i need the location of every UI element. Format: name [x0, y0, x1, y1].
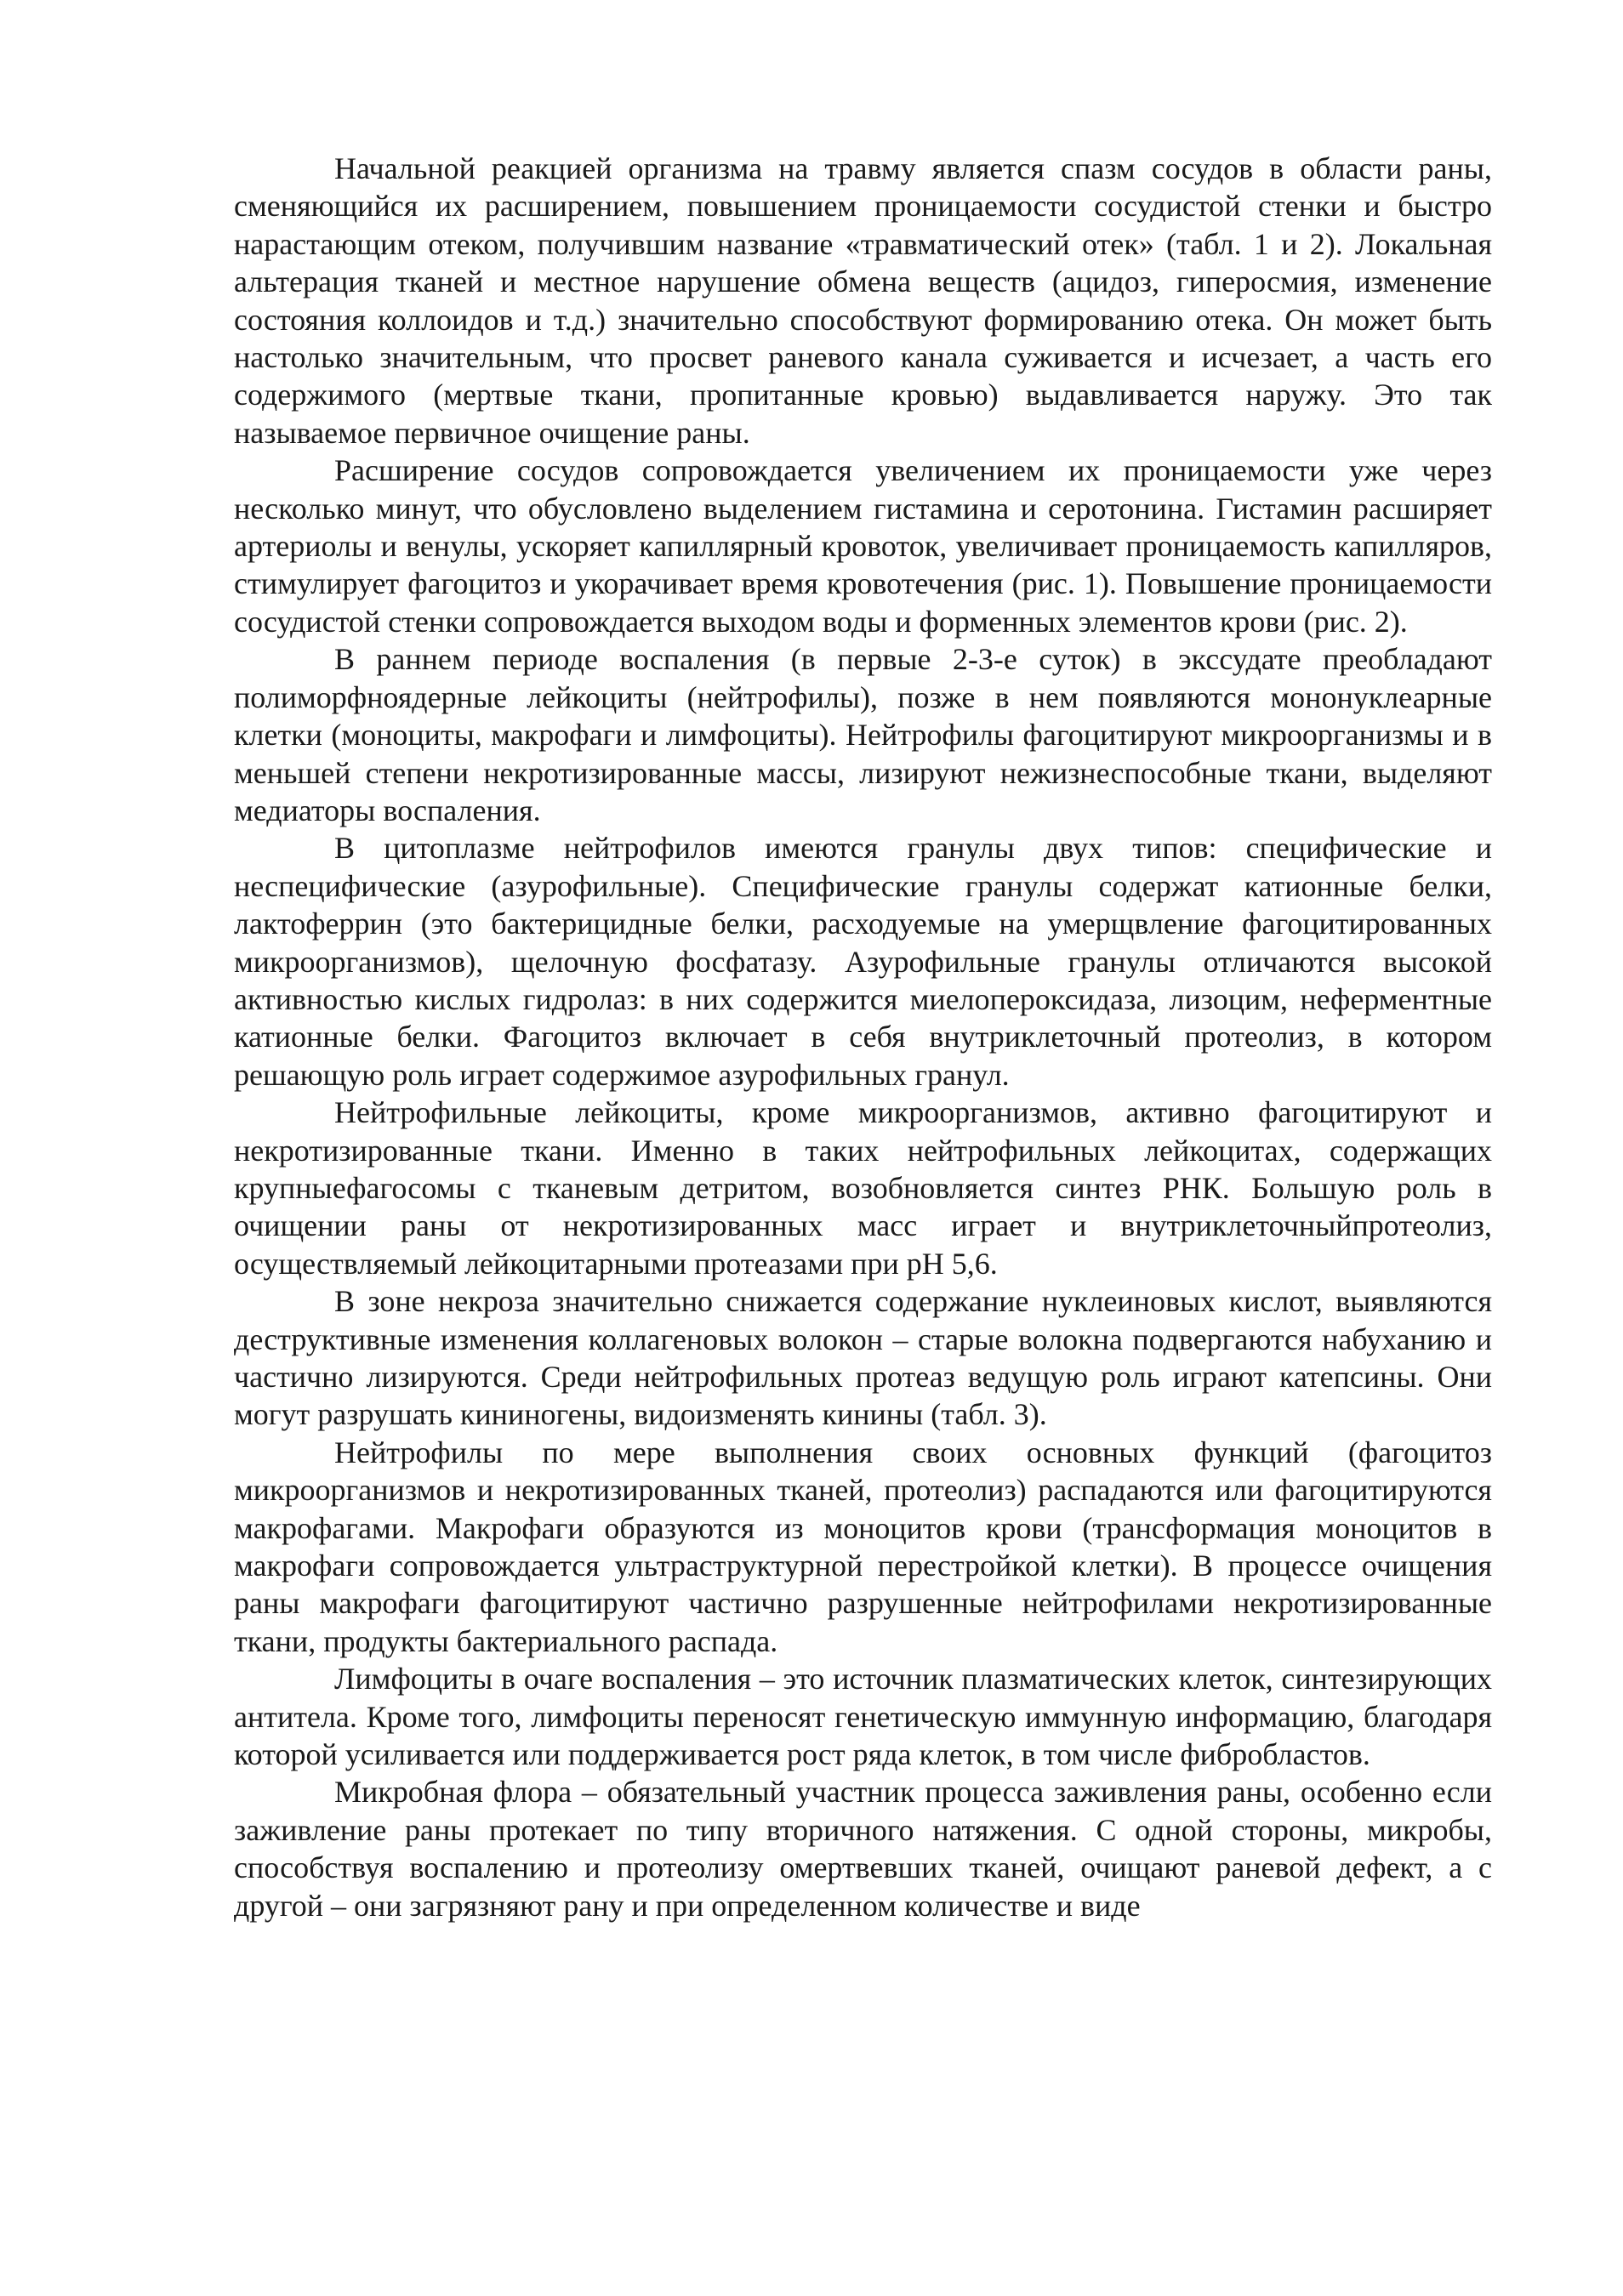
paragraph-5: Нейтрофильные лейкоциты, кроме микроорганизмов, активно фагоцитируют и некротизированные ткани. Именно в таких нейтрофильных лейкоцитах, содержащих крупныефагосомы с тканевым детритом, возобновляется синтез РНК. Большую роль в очищении раны от некротизированных масс играет и внутриклеточныйпротеолиз, осуществляемый лейкоцитарными протеазами при рН 5,6. [234, 1095, 1492, 1281]
paragraph-3: В раннем периоде воспаления (в первые 2-3-е суток) в экссудате преобладают полиморфноядерные лейкоциты (нейтрофилы), позже в нем появляются мононуклеарные клетки (моноциты, макрофаги и лимфоциты). Нейтрофилы фагоцитируют микроорганизмы и в меньшей степени некротизированные массы, лизируют нежизнеспособные ткани, выделяют медиаторы воспаления. [234, 642, 1492, 827]
paragraph-4: В цитоплазме нейтрофилов имеются гранулы двух типов: специфические и неспецифические (азурофильные). Специфические гранулы содержат катионные белки, лактоферрин (это бактерицидные белки, расходуемые на умерщвление фагоцитированных микроорганизмов), щелочную фосфатазу. Азурофильные гранулы отличаются высокой активностью кислых гидролаз: в них содержится миелопероксидаза, лизоцим, неферментные катионные белки. Фагоцитоз включает в себя внутриклеточный протеолиз, в котором решающую роль играет содержимое азурофильных гранул. [234, 831, 1492, 1092]
paragraph-9: Микробная флора – обязательный участник процесса заживления раны, особенно если заживление раны протекает по типу вторичного натяжения. С одной стороны, микробы, способствуя воспалению и протеолизу омертвевших тканей, очищают раневой дефект, а с другой – они загрязняют рану и при определенном количестве и виде [234, 1775, 1492, 1923]
paragraph-7: Нейтрофилы по мере выполнения своих основных функций (фагоцитоз микроорганизмов и некротизированных тканей, протеолиз) распадаются или фагоцитируются макрофагами. Макрофаги образуются из моноцитов крови (трансформация моноцитов в макрофаги сопровождается ультраструктурной перестройкой клетки). В процессе очищения раны макрофаги фагоцитируют частично разрушенные нейтрофилами некротизированные ткани, продукты бактериального распада. [234, 1435, 1492, 1658]
paragraph-6: В зоне некроза значительно снижается содержание нуклеиновых кислот, выявляются деструктивные изменения коллагеновых волокон – старые волокна подвергаются набуханию и частично лизируются. Среди нейтрофильных протеаз ведущую роль играют катепсины. Они могут разрушать кининогены, видоизменять кинины (табл. 3). [234, 1284, 1492, 1432]
body-text [234, 150, 1492, 1924]
paragraph-1: Начальной реакцией организма на травму является спазм сосудов в области раны, сменяющийся их расширением, повышением проницаемости сосудистой стенки и быстро нарастающим отеком, получившим название «травматический отек» (табл. 1 и 2). Локальная альтерация тканей и местное нарушение обмена веществ (ацидоз, гиперосмия, изменение состояния коллоидов и т.д.) значительно способствуют формированию отека. Он может быть настолько значительным, что просвет раневого канала суживается и исчезает, а часть его содержимого (мертвые ткани, пропитанные кровью) выдавливается наружу. Это так называемое первичное очищение раны. [234, 151, 1492, 450]
paragraph-8: Лимфоциты в очаге воспаления – это источник плазматических клеток, синтезирующих антитела. Кроме того, лимфоциты переносят генетическую иммунную информацию, благодаря которой усиливается или поддерживается рост ряда клеток, в том числе фибробластов. [234, 1662, 1492, 1772]
paragraph-2: Расширение сосудов сопровождается увеличением их проницаемости уже через несколько минут, что обусловлено выделением гистамина и серотонина. Гистамин расширяет артериолы и венулы, ускоряет капиллярный кровоток, увеличивает проницаемость капилляров, стимулирует фагоцитоз и укорачивает время кровотечения (рис. 1). Повышение проницаемости сосудистой стенки сопровождается выходом воды и форменных элементов крови (рис. 2). [234, 453, 1492, 639]
